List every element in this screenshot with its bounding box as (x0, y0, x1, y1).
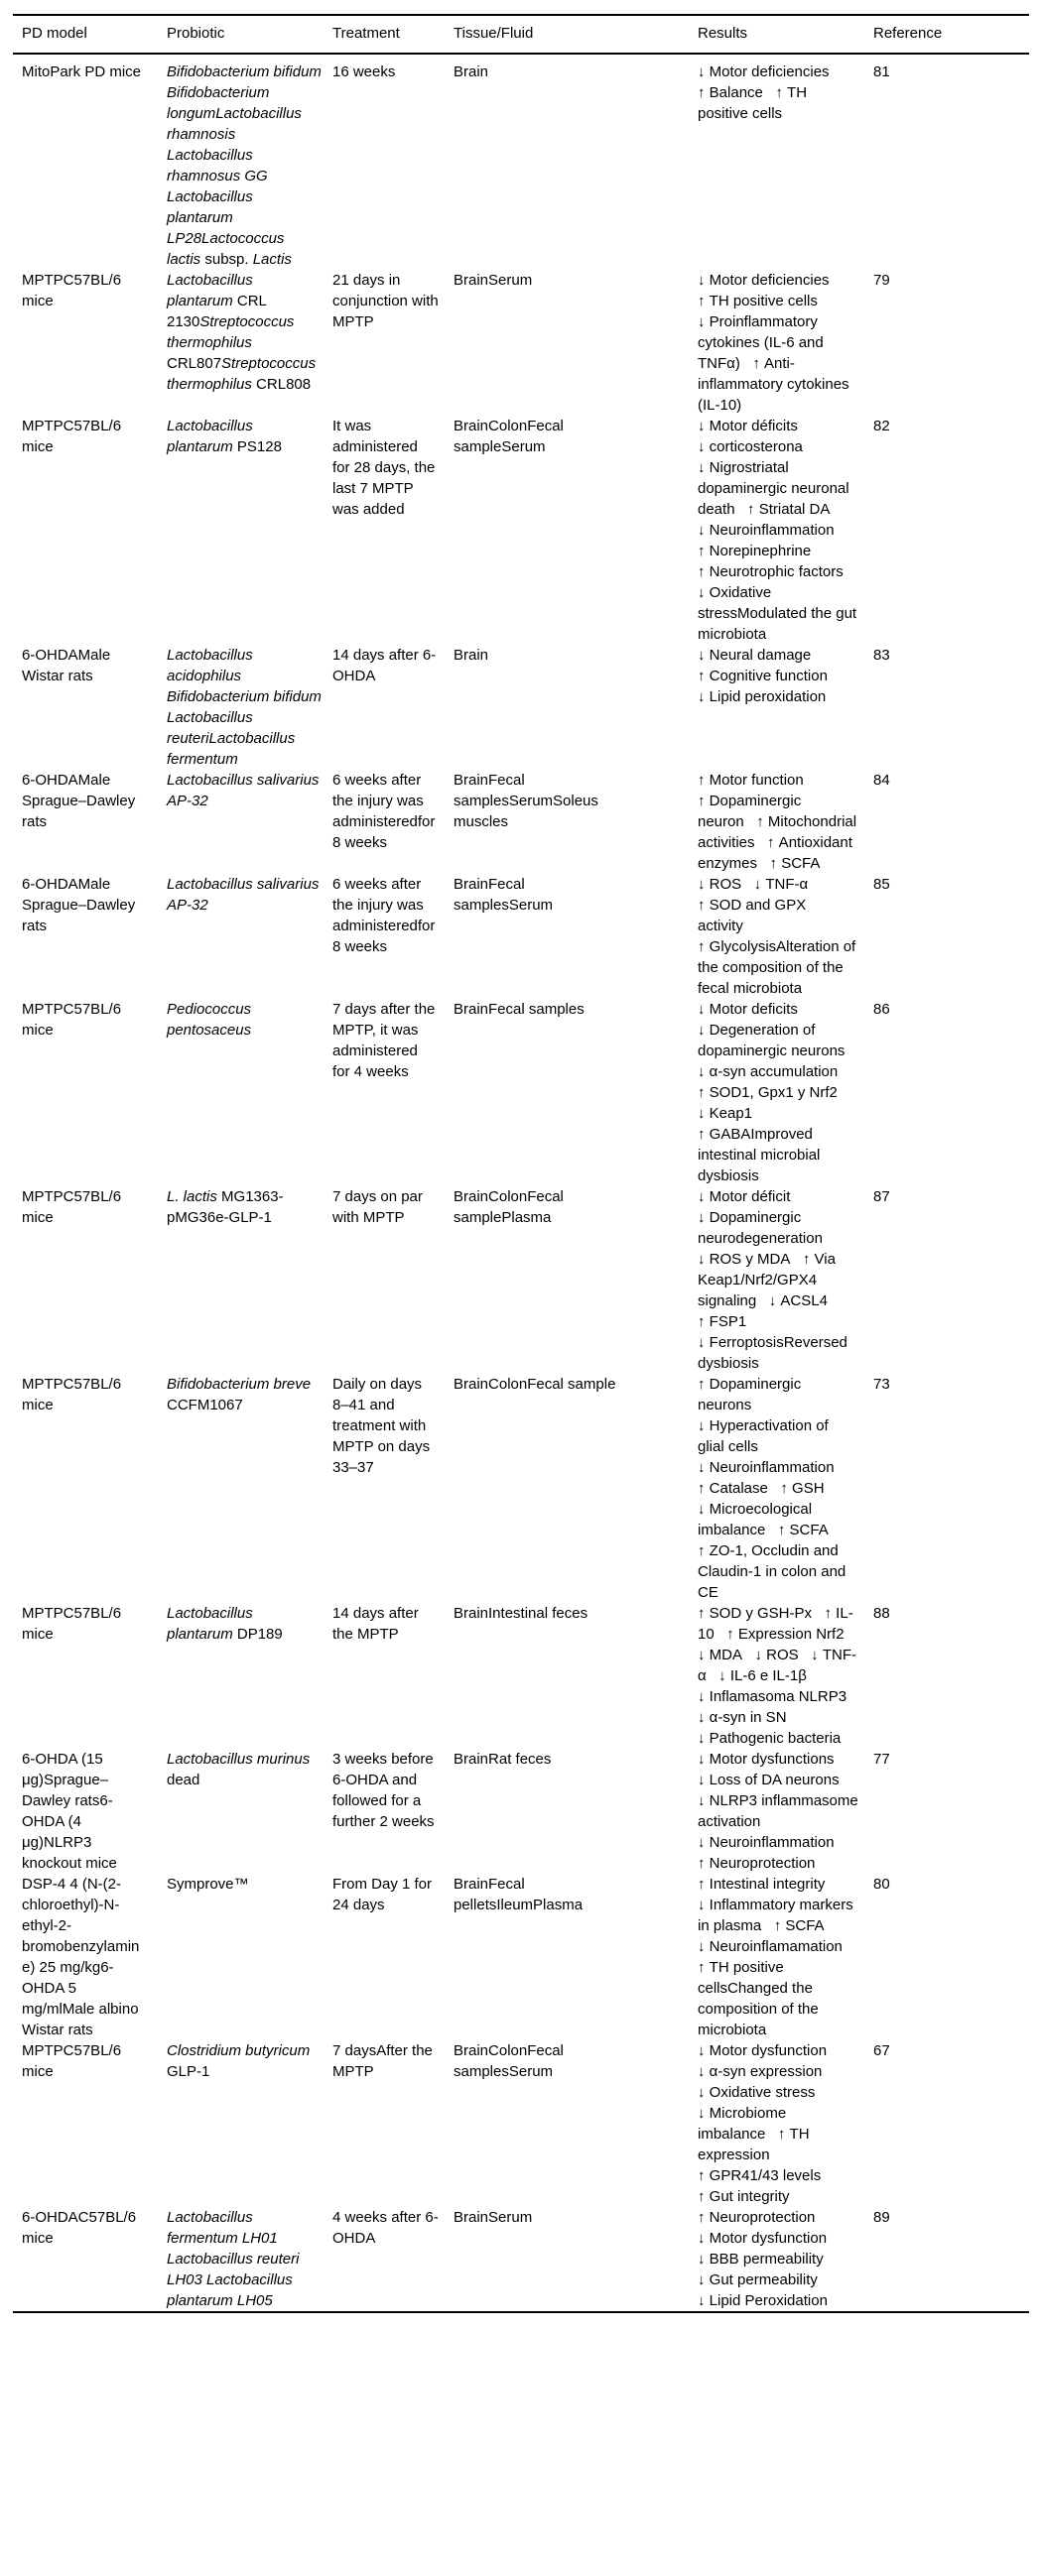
table-row (13, 999, 1029, 1186)
cell-probiotic (158, 645, 324, 770)
cell-reference: 79 (873, 272, 890, 289)
probiotic-strain-text: CRL808 (251, 376, 312, 393)
probiotic-species-text: Lactobacillus fermentum LH01 Lactobacillus reuteri LH03 Lactobacillus plantarum LH05 (167, 2209, 300, 2309)
table-row (13, 1603, 1029, 1749)
cell-pd-model: MitoPark PD mice (22, 63, 142, 80)
cell-pd-model: MPTPC57BL/6 mice (22, 2042, 122, 2080)
cell-reference: 73 (873, 1376, 890, 1393)
cell-probiotic (158, 54, 324, 270)
cell-results: ↓ Motor deficiencies ↑ TH positive cells ↓ Proinflammatory cytokines (IL-6 and TNFα) ↑ Anti-inflammatory cytokines (IL-10) (698, 272, 849, 414)
cell-probiotic (158, 1374, 324, 1603)
cell-reference: 85 (873, 876, 890, 893)
cell-treatment: Daily on days 8–41 and treatment with MPTP on days 33–37 (332, 1376, 431, 1476)
probiotic-species-text: Clostridium butyricum (167, 2042, 311, 2059)
cell-treatment: 21 days in conjunction with MPTP (332, 272, 439, 330)
probiotics-pd-table (13, 14, 1029, 2313)
cell-results: ↓ Neural damage ↑ Cognitive function ↓ Lipid peroxidation (698, 647, 837, 705)
cell-tissue-fluid: BrainFecal samplesSerum (454, 876, 554, 914)
table-body (13, 54, 1029, 2312)
probiotic-species-text: Streptococcus thermophilus (167, 355, 317, 393)
probiotic-strain-text: CRL 2130 (167, 293, 267, 330)
cell-treatment: 6 weeks after the injury was administeredfor 8 weeks (332, 772, 436, 851)
probiotic-species-text: Lactobacillus murinus (167, 1751, 311, 1768)
cell-treatment: 14 days after the MPTP (332, 1605, 419, 1643)
cell-treatment: 7 daysAfter the MPTP (332, 2042, 433, 2080)
cell-probiotic (158, 2207, 324, 2312)
cell-pd-model: 6-OHDA (15 μg)Sprague–Dawley rats6-OHDA (4 μg)NLRP3 knockout mice (22, 1751, 117, 1872)
cell-reference: 81 (873, 63, 890, 80)
probiotic-species-text: Lactobacillus plantarum (167, 1605, 253, 1643)
probiotic-species-text: Lactobacillus acidophilus Bifidobacterium bifidum Lactobacillus reuteriLactobacillus fermentum (167, 647, 322, 768)
cell-reference: 77 (873, 1751, 890, 1768)
cell-treatment: From Day 1 for 24 days (332, 1876, 433, 1913)
cell-probiotic (158, 1874, 324, 2040)
cell-tissue-fluid: Brain (454, 647, 489, 664)
cell-probiotic (158, 416, 324, 645)
cell-treatment: It was administered for 28 days, the last 7 MPTP was added (332, 418, 436, 518)
cell-tissue-fluid: BrainSerum (454, 2209, 533, 2226)
cell-pd-model: 6-OHDAC57BL/6 mice (22, 2209, 137, 2247)
cell-results: ↓ Motor deficits ↓ Degeneration of dopaminergic neurons ↓ α-syn accumulation ↑ SOD1, Gpx1 y Nrf2 ↓ Keap1 ↑ GABAImproved intestinal microbial dysbiosis (698, 1001, 853, 1184)
col-header-probiotic: Probiotic (158, 15, 324, 54)
cell-reference: 84 (873, 772, 890, 789)
cell-pd-model: MPTPC57BL/6 mice (22, 1001, 122, 1039)
table-row (13, 416, 1029, 645)
probiotic-species-text: Streptococcus thermophilus (167, 313, 295, 351)
probiotic-species-text: Lactobacillus salivarius AP-32 (167, 772, 320, 809)
cell-tissue-fluid: BrainSerum (454, 272, 533, 289)
cell-tissue-fluid: Brain (454, 63, 489, 80)
probiotic-strain-text: CCFM1067 (167, 1397, 243, 1413)
cell-treatment: 6 weeks after the injury was administeredfor 8 weeks (332, 876, 436, 955)
cell-pd-model: DSP-4 4 (N-(2-chloroethyl)-N-ethyl-2-bromobenzylamine) 25 mg/kg6-OHDA 5 mg/mlMale albino Wistar rats (22, 1876, 140, 2038)
cell-probiotic (158, 770, 324, 874)
cell-tissue-fluid: BrainIntestinal feces (454, 1605, 588, 1622)
cell-reference: 82 (873, 418, 890, 434)
cell-reference: 86 (873, 1001, 890, 1018)
probiotic-species-text: Bifidobacterium bifidum Bifidobacterium longumLactobacillus rhamnosis Lactobacillus rhamnosus GG Lactobacillus plantarum LP28Lactococcus lactis (167, 63, 322, 268)
col-header-pd-model: PD model (13, 15, 158, 54)
cell-treatment: 16 weeks (332, 63, 396, 80)
table-row (13, 1874, 1029, 2040)
cell-probiotic (158, 999, 324, 1186)
cell-results: ↓ Motor dysfunction ↓ α-syn expression ↓ Oxidative stress ↓ Microbiome imbalance ↑ TH expression ↑ GPR41/43 levels ↑ Gut integrity (698, 2042, 836, 2205)
table-row (13, 1749, 1029, 1874)
probiotic-species-text: Bifidobacterium breve (167, 1376, 312, 1393)
probiotic-species-text: Lactobacillus plantarum (167, 418, 253, 455)
cell-tissue-fluid: BrainFecal pelletsIleumPlasma (454, 1876, 584, 1913)
col-header-reference: Reference (864, 15, 1029, 54)
cell-treatment: 4 weeks after 6-OHDA (332, 2209, 439, 2247)
cell-tissue-fluid: BrainColonFecal sample (454, 1376, 616, 1393)
probiotic-species-text: Lactobacillus salivarius AP-32 (167, 876, 320, 914)
cell-results: ↑ Motor function ↑ Dopaminergic neuron ↑ Mitochondrial activities ↑ Antioxidant enzymes ↑ SCFA (698, 772, 857, 872)
table-row (13, 1374, 1029, 1603)
table-row (13, 770, 1029, 874)
probiotic-strain-text: dead (167, 1772, 200, 1788)
cell-pd-model: 6-OHDAMale Sprague–Dawley rats (22, 876, 136, 934)
cell-results: ↓ Motor deficiencies ↑ Balance ↑ TH positive cells (698, 63, 838, 122)
probiotic-species-text: Lactobacillus plantarum (167, 272, 253, 309)
cell-tissue-fluid: BrainColonFecal sampleSerum (454, 418, 564, 455)
cell-treatment: 7 days on par with MPTP (332, 1188, 423, 1226)
probiotic-strain-text: Symprove™ (167, 1876, 249, 1893)
cell-results: ↓ Motor déficit ↓ Dopaminergic neurodegeneration ↓ ROS y MDA ↑ Via Keap1/Nrf2/GPX4 signaling ↓ ACSL4 ↑ FSP1 ↓ FerroptosisReversed dysbiosis (698, 1188, 847, 1372)
table-row (13, 2207, 1029, 2312)
cell-results: ↑ Dopaminergic neurons ↓ Hyperactivation of glial cells ↓ Neuroinflammation ↑ Catalase ↑ GSH ↓ Microecological imbalance ↑ SCFA ↑ ZO-1, Occludin and Claudin-1 in colon and CE (698, 1376, 847, 1601)
cell-reference: 87 (873, 1188, 890, 1205)
cell-results: ↑ Neuroprotection ↓ Motor dysfunction ↓ BBB permeability ↓ Gut permeability ↓ Lipid Peroxidation (698, 2209, 836, 2309)
cell-pd-model: MPTPC57BL/6 mice (22, 1605, 122, 1643)
probiotic-strain-text: PS128 (232, 438, 282, 455)
cell-reference: 83 (873, 647, 890, 664)
cell-pd-model: MPTPC57BL/6 mice (22, 418, 122, 455)
cell-probiotic (158, 270, 324, 416)
table-row (13, 54, 1029, 270)
cell-reference: 67 (873, 2042, 890, 2059)
table-row (13, 874, 1029, 999)
probiotic-strain-text: CRL807 (167, 355, 222, 372)
col-header-tissue-fluid: Tissue/Fluid (445, 15, 689, 54)
table-row (13, 270, 1029, 416)
probiotic-strain-text: DP189 (232, 1626, 283, 1643)
cell-pd-model: MPTPC57BL/6 mice (22, 1376, 122, 1413)
cell-tissue-fluid: BrainFecal samplesSerumSoleus muscles (454, 772, 598, 830)
cell-pd-model: MPTPC57BL/6 mice (22, 272, 122, 309)
cell-results: ↓ ROS ↓ TNF-α ↑ SOD and GPX activity ↑ GlycolysisAlteration of the composition of the fecal microbiota (698, 876, 856, 997)
cell-tissue-fluid: BrainFecal samples (454, 1001, 585, 1018)
cell-tissue-fluid: BrainRat feces (454, 1751, 552, 1768)
probiotic-species-text: L. lactis (167, 1188, 217, 1205)
probiotic-strain-text: MG1363-pMG36e-GLP-1 (167, 1188, 284, 1226)
cell-probiotic (158, 1603, 324, 1749)
cell-probiotic (158, 874, 324, 999)
table-row (13, 645, 1029, 770)
probiotic-species-text: Lactis (252, 251, 292, 268)
cell-treatment: 3 weeks before 6-OHDA and followed for a further 2 weeks (332, 1751, 435, 1830)
cell-probiotic (158, 1186, 324, 1374)
cell-reference: 80 (873, 1876, 890, 1893)
cell-tissue-fluid: BrainColonFecal samplePlasma (454, 1188, 564, 1226)
header-row (13, 15, 1029, 54)
cell-pd-model: 6-OHDAMale Sprague–Dawley rats (22, 772, 136, 830)
cell-reference: 89 (873, 2209, 890, 2226)
cell-pd-model: MPTPC57BL/6 mice (22, 1188, 122, 1226)
cell-results: ↑ Intestinal integrity ↓ Inflammatory markers in plasma ↑ SCFA ↓ Neuroinflamamation ↑ TH positive cellsChanged the composition of the microbiota (698, 1876, 853, 2038)
table-row (13, 1186, 1029, 1374)
col-header-treatment: Treatment (324, 15, 445, 54)
cell-results: ↓ Motor dysfunctions ↓ Loss of DA neurons ↓ NLRP3 inflammasome activation ↓ Neuroinflammation ↑ Neuroprotection (698, 1751, 858, 1872)
cell-treatment: 14 days after 6-OHDA (332, 647, 437, 684)
cell-probiotic (158, 1749, 324, 1874)
cell-results: ↑ SOD y GSH-Px ↑ IL-10 ↑ Expression Nrf2 ↓ MDA ↓ ROS ↓ TNF-α ↓ IL-6 e IL-1β ↓ Inflamasoma NLRP3 ↓ α-syn in SN ↓ Pathogenic bacteria (698, 1605, 856, 1747)
cell-treatment: 7 days after the MPTP, it was administered for 4 weeks (332, 1001, 436, 1080)
col-header-results: Results (689, 15, 864, 54)
cell-results: ↓ Motor déficits ↓ corticosterona ↓ Nigrostriatal dopaminergic neuronal death ↑ Striatal DA ↓ Neuroinflammation ↑ Norepinephrine ↑ Neurotrophic factors ↓ Oxidative stressModulated the gut microbiota (698, 418, 857, 643)
cell-reference: 88 (873, 1605, 890, 1622)
probiotic-strain-text: subsp. (200, 251, 253, 268)
cell-tissue-fluid: BrainColonFecal samplesSerum (454, 2042, 564, 2080)
cell-probiotic (158, 2040, 324, 2207)
probiotic-species-text: Pediococcus pentosaceus (167, 1001, 252, 1039)
cell-pd-model: 6-OHDAMale Wistar rats (22, 647, 111, 684)
table-row (13, 2040, 1029, 2207)
probiotic-strain-text: GLP-1 (167, 2063, 210, 2080)
